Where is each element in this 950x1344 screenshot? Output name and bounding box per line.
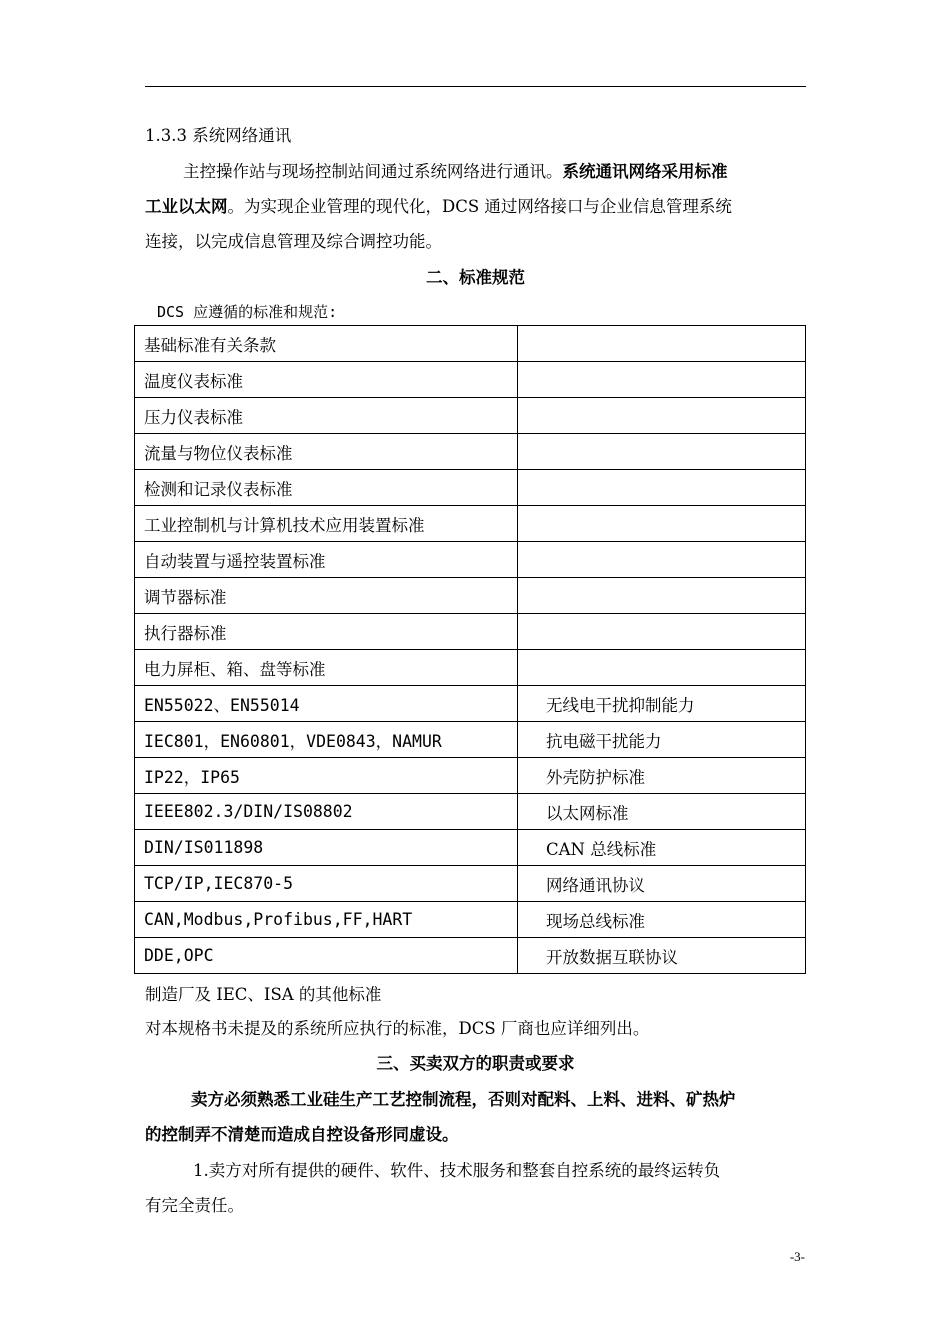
description-cell: [518, 578, 806, 614]
standard-cell: DDE,OPC: [135, 938, 518, 974]
table-row: [135, 398, 806, 434]
section-heading-1-3-3: 1.3.3 系统网络通讯: [145, 126, 292, 145]
description-cell: [518, 614, 806, 650]
table-row: [135, 506, 806, 542]
description-cell: [518, 398, 806, 434]
after-table-line: 对本规格书未提及的系统所应执行的标准，DCS 厂商也应详细列出。: [145, 1019, 650, 1038]
description-cell: 网络通讯协议: [518, 866, 806, 902]
standards-intro: DCS 应遵循的标准和规范:: [157, 303, 338, 321]
table-row: [135, 938, 806, 974]
table-row: [135, 326, 806, 362]
table-row: [135, 902, 806, 938]
description-cell: 现场总线标准: [518, 902, 806, 938]
description-cell: [518, 506, 806, 542]
standard-cell: IEEE802.3/DIN/IS08802: [135, 794, 518, 830]
bold-paragraph-line: 的控制弄不清楚而造成自控设备形同虚设。: [145, 1125, 459, 1144]
page-number: -3-: [789, 1249, 805, 1264]
standard-cell: 流量与物位仪表标准: [135, 434, 518, 470]
standard-cell: CAN,Modbus,Profibus,FF,HART: [135, 902, 518, 938]
standard-cell: 执行器标准: [135, 614, 518, 650]
text-bold: 系统通讯网络采用标准: [562, 162, 728, 181]
standard-cell: EN55022、EN55014: [135, 686, 518, 722]
table-row: [135, 758, 806, 794]
table-row: [135, 578, 806, 614]
section-title-standards: 二、标准规范: [426, 268, 525, 287]
standard-cell: 工业控制机与计算机技术应用装置标准: [135, 506, 518, 542]
standard-cell: 基础标准有关条款: [135, 326, 518, 362]
description-cell: [518, 362, 806, 398]
table-row: [135, 866, 806, 902]
description-cell: CAN 总线标准: [518, 830, 806, 866]
description-cell: 以太网标准: [518, 794, 806, 830]
standard-cell: TCP/IP,IEC870-5: [135, 866, 518, 902]
standard-cell: IP22，IP65: [135, 758, 518, 794]
table-row: [135, 614, 806, 650]
paragraph-line: [145, 197, 806, 217]
standard-cell: 温度仪表标准: [135, 362, 518, 398]
description-cell: [518, 326, 806, 362]
table-row: [135, 722, 806, 758]
description-cell: [518, 542, 806, 578]
standard-cell: 自动装置与遥控装置标准: [135, 542, 518, 578]
item-1-line: 有完全责任。: [145, 1196, 244, 1215]
description-cell: [518, 470, 806, 506]
paragraph-line: 连接，以完成信息管理及综合调控功能。: [145, 232, 442, 251]
standard-cell: 压力仪表标准: [135, 398, 518, 434]
description-cell: 抗电磁干扰能力: [518, 722, 806, 758]
description-cell: 外壳防护标准: [518, 758, 806, 794]
description-cell: [518, 434, 806, 470]
table-row: [135, 362, 806, 398]
standards-table: [134, 325, 806, 974]
table-row: [135, 830, 806, 866]
table-row: [135, 434, 806, 470]
text-normal: 。为实现企业管理的现代化，DCS 通过网络接口与企业信息管理系统: [227, 197, 732, 216]
after-table-line: 制造厂及 IEC、ISA 的其他标准: [145, 985, 382, 1004]
text-bold: 工业以太网: [145, 197, 228, 216]
standard-cell: DIN/IS011898: [135, 830, 518, 866]
table-row: [135, 542, 806, 578]
section-title-responsibilities: 三、买卖双方的职责或要求: [376, 1054, 575, 1073]
description-cell: 无线电干扰抑制能力: [518, 686, 806, 722]
paragraph-line: [145, 162, 806, 182]
item-1-line: 1.卖方对所有提供的硬件、软件、技术服务和整套自控系统的最终运转负: [193, 1161, 721, 1180]
table-row: [135, 794, 806, 830]
table-row: [135, 470, 806, 506]
standard-cell: IEC801，EN60801，VDE0843，NAMUR: [135, 722, 518, 758]
table-row: [135, 686, 806, 722]
description-cell: 开放数据互联协议: [518, 938, 806, 974]
standard-cell: 检测和记录仪表标准: [135, 470, 518, 506]
table-row: [135, 650, 806, 686]
header-rule: [145, 86, 806, 87]
bold-paragraph-line: 卖方必须熟悉工业硅生产工艺控制流程，否则对配料、上料、进料、矿热炉: [191, 1090, 736, 1109]
text-normal: 主控操作站与现场控制站间通过系统网络进行通讯。: [183, 162, 563, 181]
standard-cell: 电力屏柜、箱、盘等标准: [135, 650, 518, 686]
description-cell: [518, 650, 806, 686]
standard-cell: 调节器标准: [135, 578, 518, 614]
